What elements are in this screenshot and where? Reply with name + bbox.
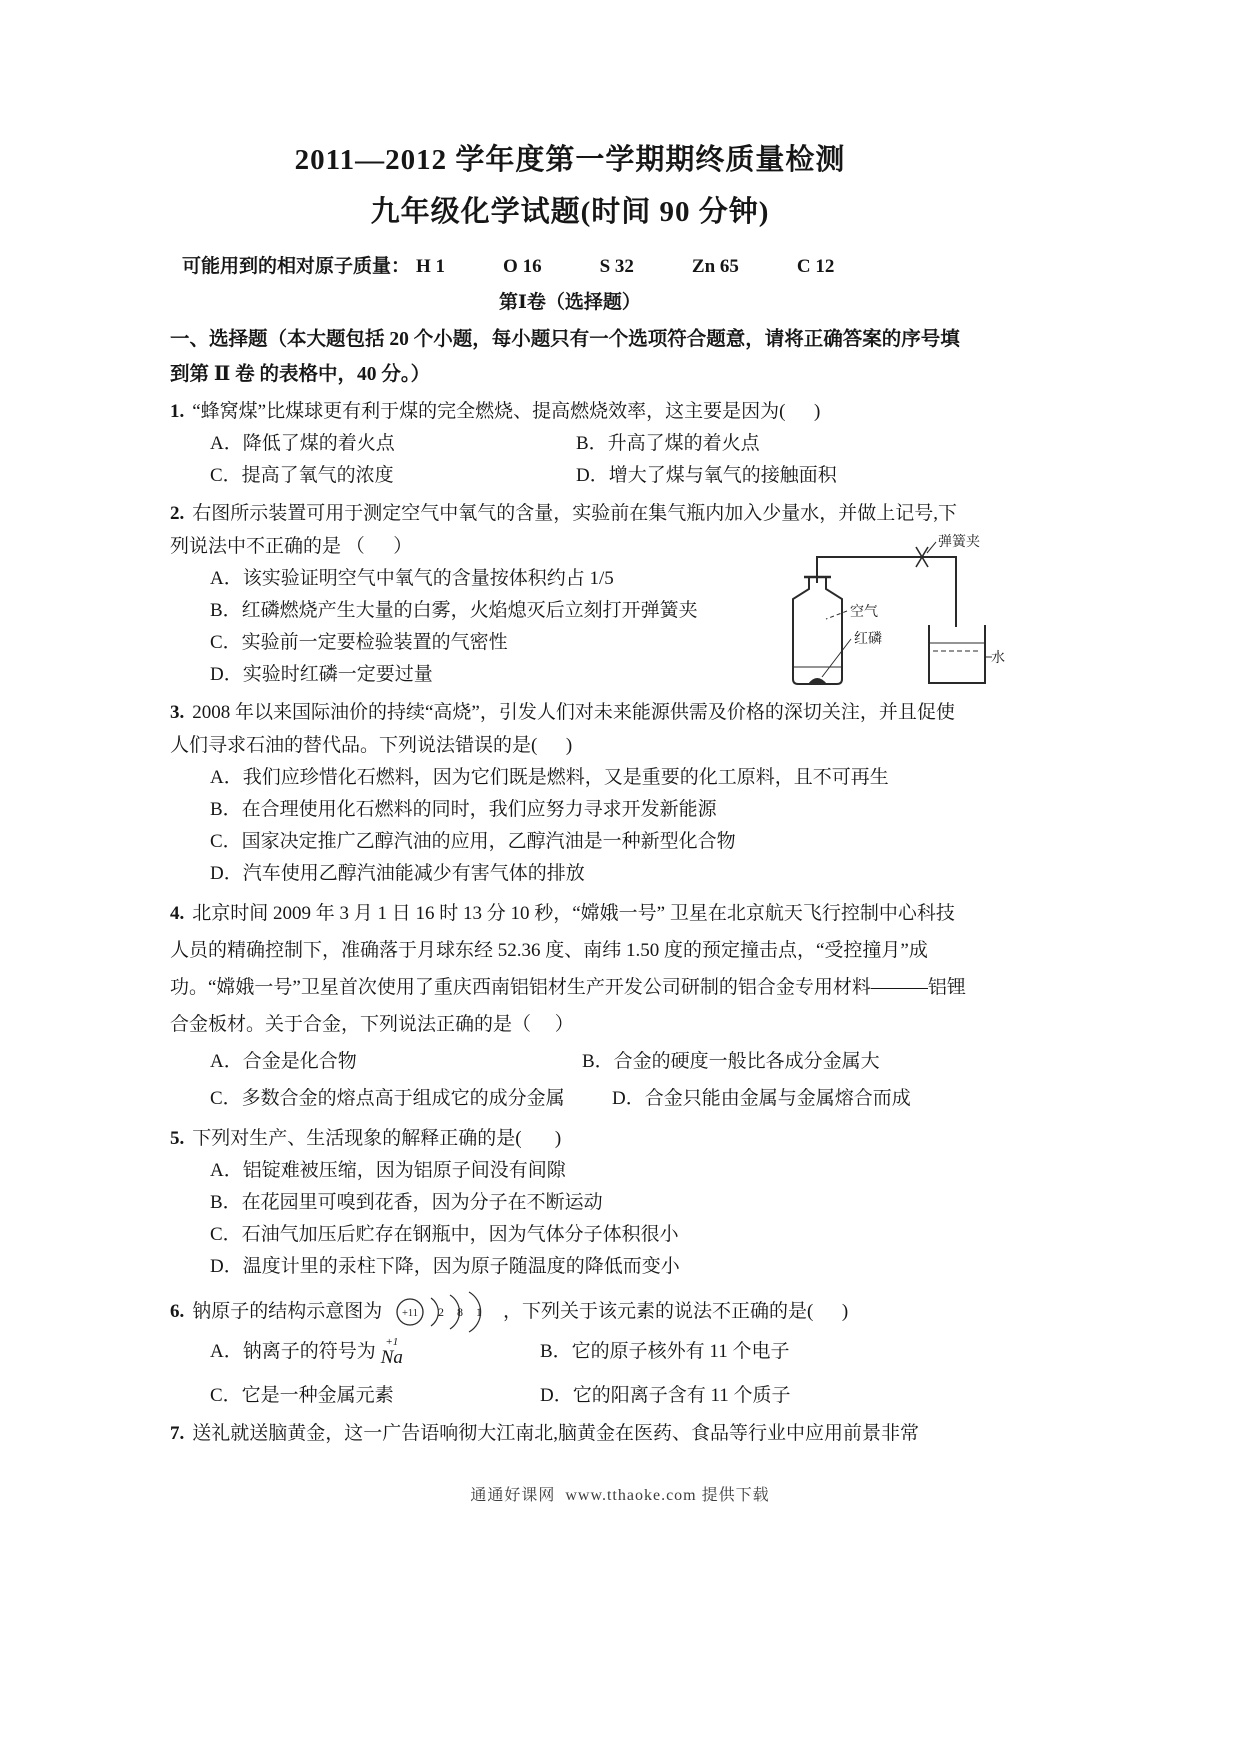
exam-content (170, 140, 1005, 1455)
nucleus-charge-label: +11 (401, 1308, 419, 1319)
question-5-options (170, 1155, 970, 1283)
q1-option-c: C．提高了氧气的浓度 (210, 465, 394, 486)
question-3-number: 3. (170, 702, 185, 723)
phosphorus-label: 红磷 (854, 632, 882, 647)
question-6-text-pre: 钠原子的结构示意图为 (192, 1301, 388, 1322)
q5-option-b: B．在花园里可嗅到花香，因为分子在不断运动 (210, 1192, 603, 1213)
question-1-number: 1. (170, 401, 185, 422)
question-3-stem (170, 696, 970, 762)
exam-title-line2: 九年级化学试题(时间 90 分钟) (370, 196, 770, 228)
q5-option-d: D．温度计里的汞柱下降，因为原子随温度的降低而变小 (210, 1256, 680, 1277)
question-6-number: 6. (170, 1301, 185, 1322)
q4-option-d: D．合金只能由金属与金属熔合而成 (612, 1088, 911, 1109)
question-4-text: 北京时间 2009 年 3 月 1 日 16 时 13 分 10 秒，“嫦娥一号” 卫星在北京航天飞行控制中心科技人员的精确控制下，准确落于月球东经 52.36 度、南纬 1.50 度的预定撞击点，“受控撞月”成功。“嫦娥一号”卫星首次使用了重庆西南铝铝材生产开发公司研制的铝合金专用材料———铝锂合金板材。关于合金，下列说法正确的是（ ） (170, 903, 966, 1035)
phosphorus-leader-line (822, 639, 851, 677)
question-1-stem (170, 395, 970, 428)
question-5-stem (170, 1122, 970, 1155)
exam-title-line1: 2011—2012 学年度第一学期期终质量检测 (294, 144, 846, 176)
question-1 (170, 395, 970, 492)
question-2-number: 2. (170, 503, 185, 524)
sodium-ion-symbol (381, 1337, 403, 1367)
q4-option-a: A．合金是化合物 (210, 1051, 357, 1072)
question-4-number: 4. (170, 903, 185, 924)
air-leader-line (826, 611, 847, 619)
question-2-text: 右图所示装置可用于测定空气中氧气的含量，实验前在集气瓶内加入少量水，并做上记号,下列说法中不正确的是 （ ） (170, 503, 958, 557)
question-5-number: 5. (170, 1128, 185, 1149)
shell-3-electron-count: 1 (476, 1305, 483, 1319)
question-6-stem (170, 1288, 970, 1336)
q6-option-d: D．它的阳离子含有 11 个质子 (540, 1385, 791, 1406)
q3-option-c: C．国家决定推广乙醇汽油的应用，乙醇汽油是一种新型化合物 (210, 831, 736, 852)
question-7-stem (170, 1417, 970, 1450)
q2-option-c: C．实验前一定要检验装置的气密性 (210, 632, 508, 653)
question-6 (170, 1288, 970, 1412)
shell-2-electron-count: 8 (457, 1305, 464, 1319)
q2-option-d: D．实验时红磷一定要过量 (210, 664, 433, 685)
q3-option-a: A．我们应珍惜化石燃料，因为它们既是燃料，又是重要的化工原料，且不可再生 (210, 767, 889, 788)
water-label: 水 (991, 651, 1005, 666)
question-4-options-row1 (170, 1043, 970, 1080)
question-3 (170, 696, 970, 890)
question-3-options (170, 762, 970, 890)
q6-option-c: C．它是一种金属元素 (210, 1385, 394, 1406)
question-2 (170, 497, 1005, 691)
atomic-mass-s: S 32 (599, 256, 634, 277)
question-7 (170, 1417, 970, 1450)
question-7-text: 送礼就送脑黄金，这一广告语响彻大江南北,脑黄金在医药、食品等行业中应用前景非常 (192, 1423, 920, 1444)
question-1-options (170, 428, 970, 492)
q6-option-b: B．它的原子核外有 11 个电子 (540, 1341, 790, 1362)
question-4-options-row2 (170, 1080, 970, 1117)
question-5-text: 下列对生产、生活现象的解释正确的是( ) (192, 1128, 562, 1149)
shell-1-electron-count: 2 (438, 1305, 445, 1319)
atomic-mass-c: C 12 (796, 256, 835, 277)
atomic-mass-h: H 1 (416, 256, 446, 277)
beaker (929, 625, 985, 683)
question-7-number: 7. (170, 1423, 185, 1444)
question-4-stem (170, 895, 970, 1043)
q4-option-c: C．多数合金的熔点高于组成它的成分金属 (210, 1088, 565, 1109)
question-3-text: 2008 年以来国际油价的持续“高烧”，引发人们对未来能源供需及价格的深切关注，并且促使人们寻求石油的替代品。下列说法错误的是( ) (170, 702, 955, 756)
q6-option-a (210, 1336, 540, 1368)
ion-element-symbol: Na (380, 1347, 403, 1368)
sodium-atom-structure-diagram (393, 1289, 497, 1335)
atomic-mass-zn: Zn 65 (691, 256, 739, 277)
q1-option-b: B．升高了煤的着火点 (576, 433, 760, 454)
question-6-text-post: ，下列关于该元素的说法不正确的是( ) (503, 1301, 849, 1322)
q4-option-b: B．合金的硬度一般比各成分金属大 (582, 1051, 880, 1072)
question-4 (170, 895, 970, 1117)
gas-bottle (793, 577, 842, 684)
q5-option-c: C．石油气加压后贮存在钢瓶中，因为气体分子体积很小 (210, 1224, 679, 1245)
q1-option-d: D．增大了煤与氧气的接触面积 (576, 465, 837, 486)
page-footer: 通通好课网 www.tthaoke.com 提供下载 (470, 1487, 770, 1504)
q5-option-a: A．铝锭难被压缩，因为铝原子间没有间隙 (210, 1160, 566, 1181)
atomic-masses-line (170, 252, 970, 282)
red-phosphorus-mound (808, 678, 827, 684)
atomic-mass-o: O 16 (503, 256, 542, 277)
q6-option-a-label: A．钠离子的符号为 (210, 1341, 376, 1362)
air-label: 空气 (850, 605, 878, 620)
spring-clamp-label: 弹簧夹 (938, 535, 980, 550)
connecting-tube (817, 557, 956, 627)
question-1-text: “蜂窝煤”比煤球更有利于煤的完全燃烧、提高燃烧效率，这主要是因为( ) (192, 401, 821, 422)
q2-option-a: A．该实验证明空气中氧气的含量按体积约占 1/5 (210, 568, 614, 589)
q3-option-d: D．汽车使用乙醇汽油能减少有害气体的排放 (210, 863, 585, 884)
q2-option-b: B．红磷燃烧产生大量的白雾，火焰熄灭后立刻打开弹簧夹 (210, 600, 698, 621)
ion-charge: +1 (385, 1336, 399, 1348)
question-6-options (170, 1336, 970, 1412)
section-one-header: 一、选择题（本大题包括 20 个小题，每小题只有一个选项符合题意，请将正确答案的序号填到第 Ⅱ 卷 的表格中，40 分。） (170, 329, 960, 385)
volume-title: 第Ⅰ卷（选择题） (499, 292, 641, 313)
atomic-masses-label: 可能用到的相对原子质量： (182, 256, 411, 277)
q3-option-b: B．在合理使用化石燃料的同时，我们应努力寻求开发新能源 (210, 799, 717, 820)
oxygen-measurement-apparatus-diagram (770, 531, 1005, 693)
q1-option-a: A．降低了煤的着火点 (210, 433, 395, 454)
question-5 (170, 1122, 970, 1283)
